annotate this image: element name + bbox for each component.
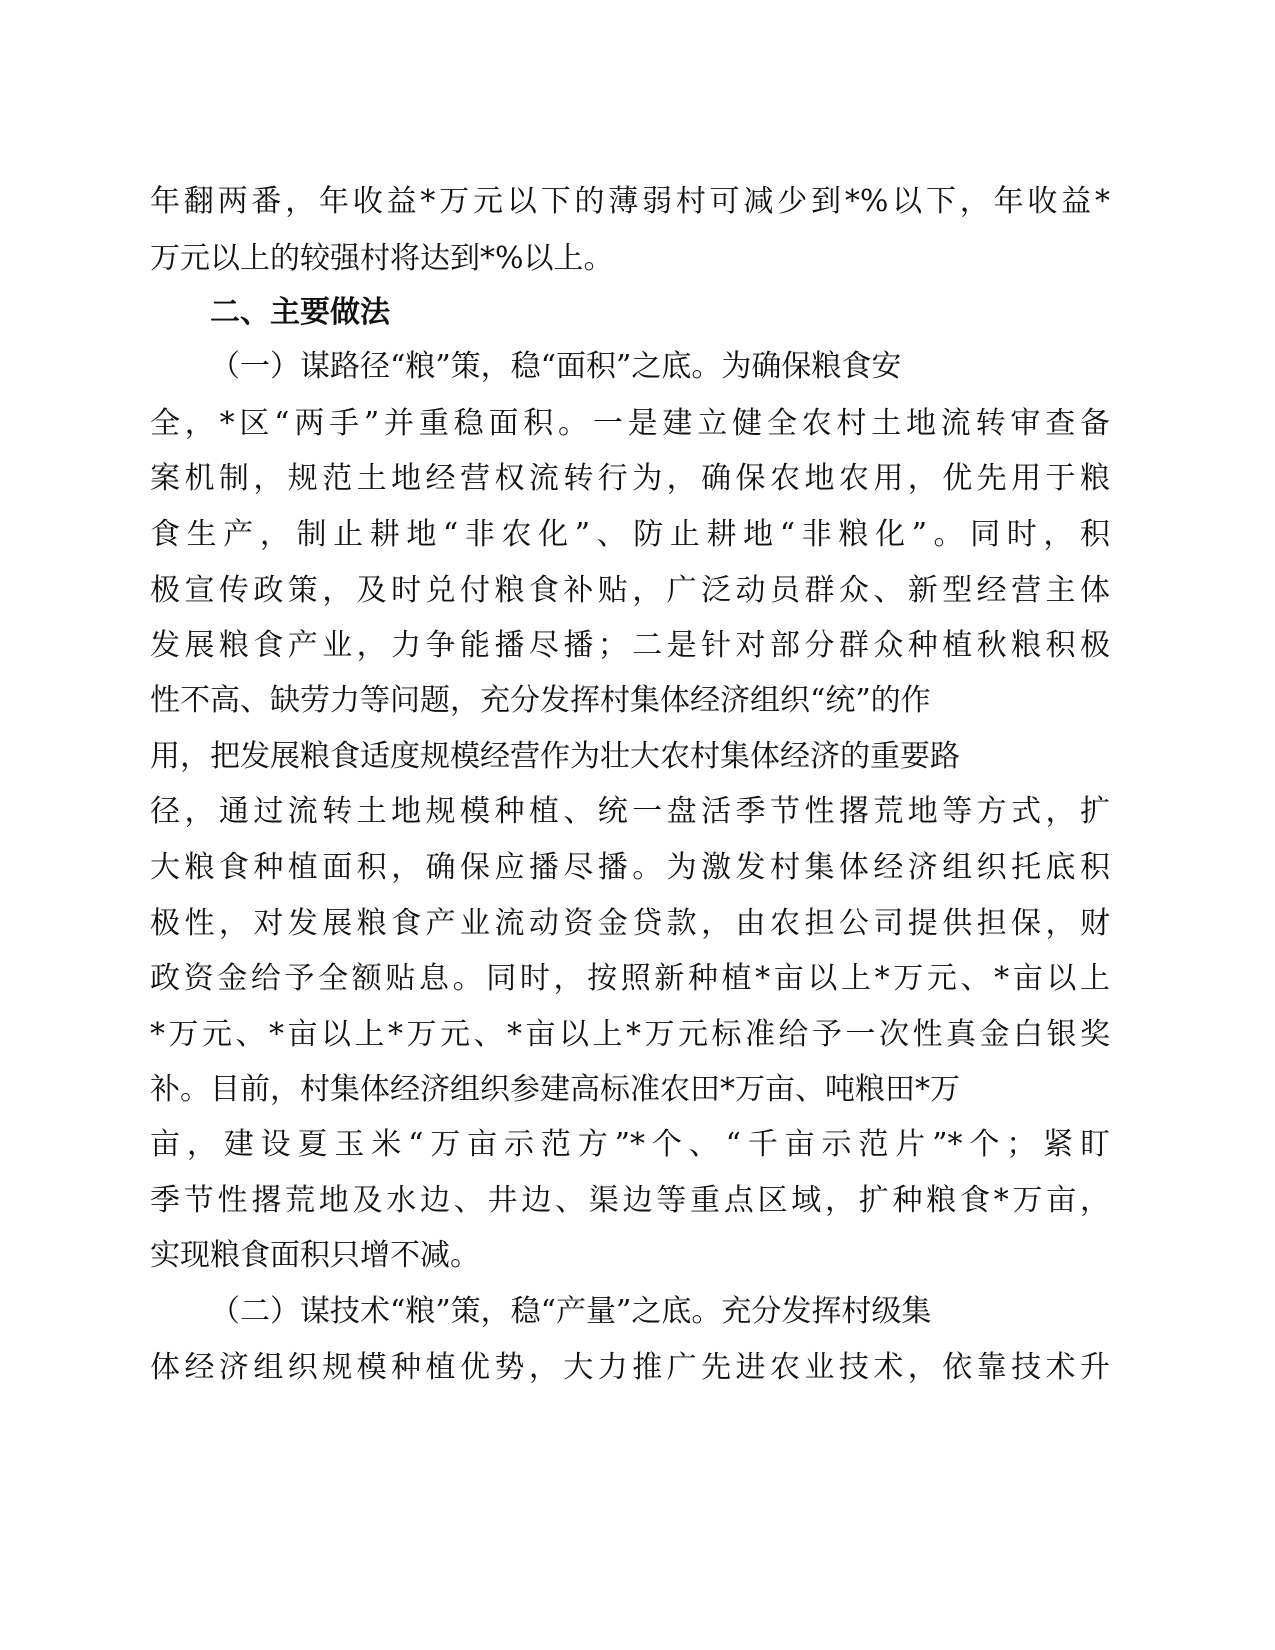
- subsection-heading-line: （二）谋技术“粮”策，稳“产量”之底。充分发挥村级集: [210, 1294, 932, 1329]
- text-line: 实现粮食面积只增不减。: [150, 1238, 480, 1273]
- text-line: 大粮食种植面积，确保应播尽播。为激发村集体经济组织托底积: [150, 850, 1110, 885]
- text-line: 季节性撂荒地及水边、井边、渠边等重点区域，扩种粮食*万亩，: [150, 1183, 1110, 1218]
- text-line: 全，*区“两手”并重稳面积。一是建立健全农村土地流转审查备: [150, 406, 1110, 441]
- text-line: 体经济组织规模种植优势，大力推广先进农业技术，依靠技术升: [150, 1350, 1110, 1385]
- text-line: 极宣传政策，及时兑付粮食补贴，广泛动员群众、新型经营主体: [150, 573, 1110, 608]
- text-line: 性不高、缺劳力等问题，充分发挥村集体经济组织“统”的作: [150, 683, 931, 718]
- text-line: 政资金给予全额贴息。同时，按照新种植*亩以上*万元、*亩以上: [150, 961, 1110, 996]
- section-heading: 二、主要做法: [210, 295, 390, 330]
- text-line: 补。目前，村集体经济组织参建高标准农田*万亩、吨粮田*万: [150, 1072, 960, 1107]
- text-line: 食生产，制止耕地“非农化”、防止耕地“非粮化”。同时，积: [150, 517, 1110, 552]
- text-line: 万元以上的较强村将达到*%以上。: [150, 241, 614, 276]
- text-line: 用，把发展粮食适度规模经营作为壮大农村集体经济的重要路: [150, 739, 960, 774]
- text-line: 案机制，规范土地经营权流转行为，确保农地农用，优先用于粮: [150, 461, 1110, 496]
- text-line: *万元、*亩以上*万元、*亩以上*万元标准给予一次性真金白银奖: [150, 1017, 1110, 1052]
- text-line: 极性，对发展粮食产业流动资金贷款，由农担公司提供担保，财: [150, 906, 1110, 941]
- text-line: 亩，建设夏玉米“万亩示范方”*个、“千亩示范片”*个；紧盯: [150, 1127, 1110, 1162]
- text-line: 径，通过流转土地规模种植、统一盘活季节性撂荒地等方式，扩: [150, 794, 1110, 829]
- subsection-heading-line: （一）谋路径“粮”策，稳“面积”之底。为确保粮食安: [210, 349, 902, 384]
- text-line: 年翻两番，年收益*万元以下的薄弱村可减少到*%以下，年收益*: [150, 184, 1110, 219]
- text-line: 发展粮食产业，力争能播尽播；二是针对部分群众种植秋粮积极: [150, 628, 1110, 663]
